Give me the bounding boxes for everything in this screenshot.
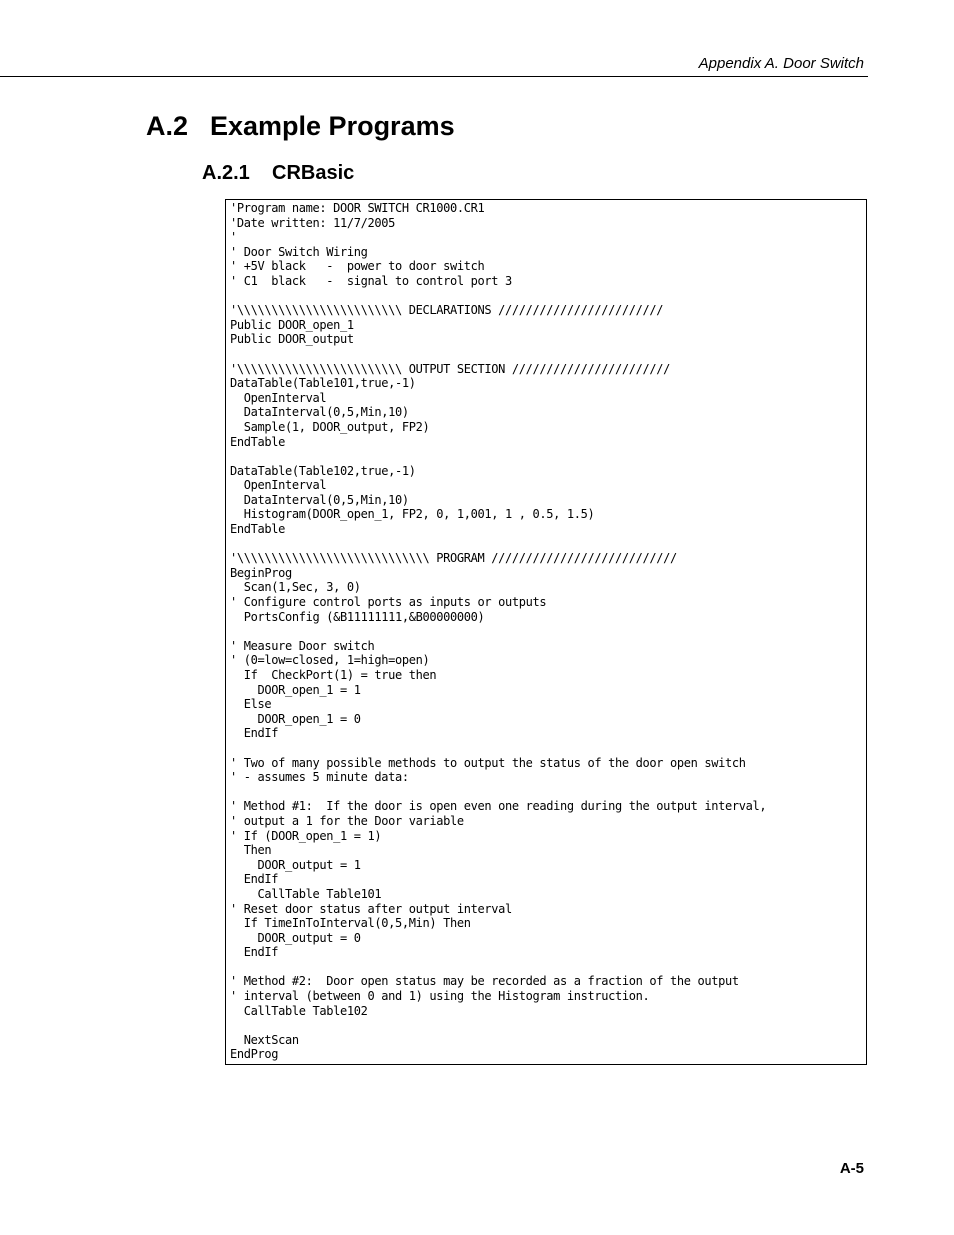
subsection-title: CRBasic [272, 162, 355, 184]
code-listing-box [225, 199, 867, 1065]
section-number: A.2 [146, 111, 189, 141]
section-title: Example Programs [210, 111, 455, 141]
section-heading [146, 111, 455, 142]
page-number: A-5 [839, 1160, 864, 1177]
subsection-heading [202, 162, 354, 185]
running-header: Appendix A. Door Switch [698, 55, 864, 72]
subsection-number: A.2.1 [202, 162, 250, 184]
header-rule [0, 76, 868, 77]
code-listing: 'Program name: DOOR SWITCH CR1000.CR1 'Date written: 11/7/2005 ' ' Door Switch Wiring ' +5V black - power to door switch ' C1 black - signal to control port 3 '\\\\\\\\\\\\\\\\\\\\\\\\ DECLARATIONS //////////////////////// Public DOOR_open_1 Public DOOR_output '\\\\\\\\\\\\\\\\\\\\\\\\ OUTPUT SECTION /////////////////////// DataTable(Table101,true,-1) OpenInterval DataInterval(0,5,Min,10) Sample(1, DOOR_output, FP2) EndTable DataTable(Table102,true,-1) OpenInterval DataInterval(0,5,Min,10) Histogram(DOOR_open_1, FP2, 0, 1,001, 1 , 0.5, 1.5) EndTable '\\\\\\\\\\\\\\\\\\\\\\\\\\\\ PROGRAM /////////////////////////// BeginProg Scan(1,Sec, 3, 0) ' Configure control ports as inputs or outputs PortsConfig (&B11111111,&B00000000) ' Measure Door switch ' (0=low=closed, 1=high=open) If CheckPort(1) = true then DOOR_open_1 = 1 Else DOOR_open_1 = 0 EndIf ' Two of many possible methods to output the status of the door open switch ' - assumes 5 minute data: ' Method #1: If the door is open even one reading during the output interval, ' output a 1 for the Door variable ' If (DOOR_open_1 = 1) Then DOOR_output = 1 EndIf CallTable Table101 ' Reset door status after output interval If TimeInToInterval(0,5,Min) Then DOOR_output = 0 EndIf ' Method #2: Door open status may be recorded as a fraction of the output ' interval (between 0 and 1) using the Histogram instruction. CallTable Table102 NextScan EndProg [230, 201, 767, 1062]
